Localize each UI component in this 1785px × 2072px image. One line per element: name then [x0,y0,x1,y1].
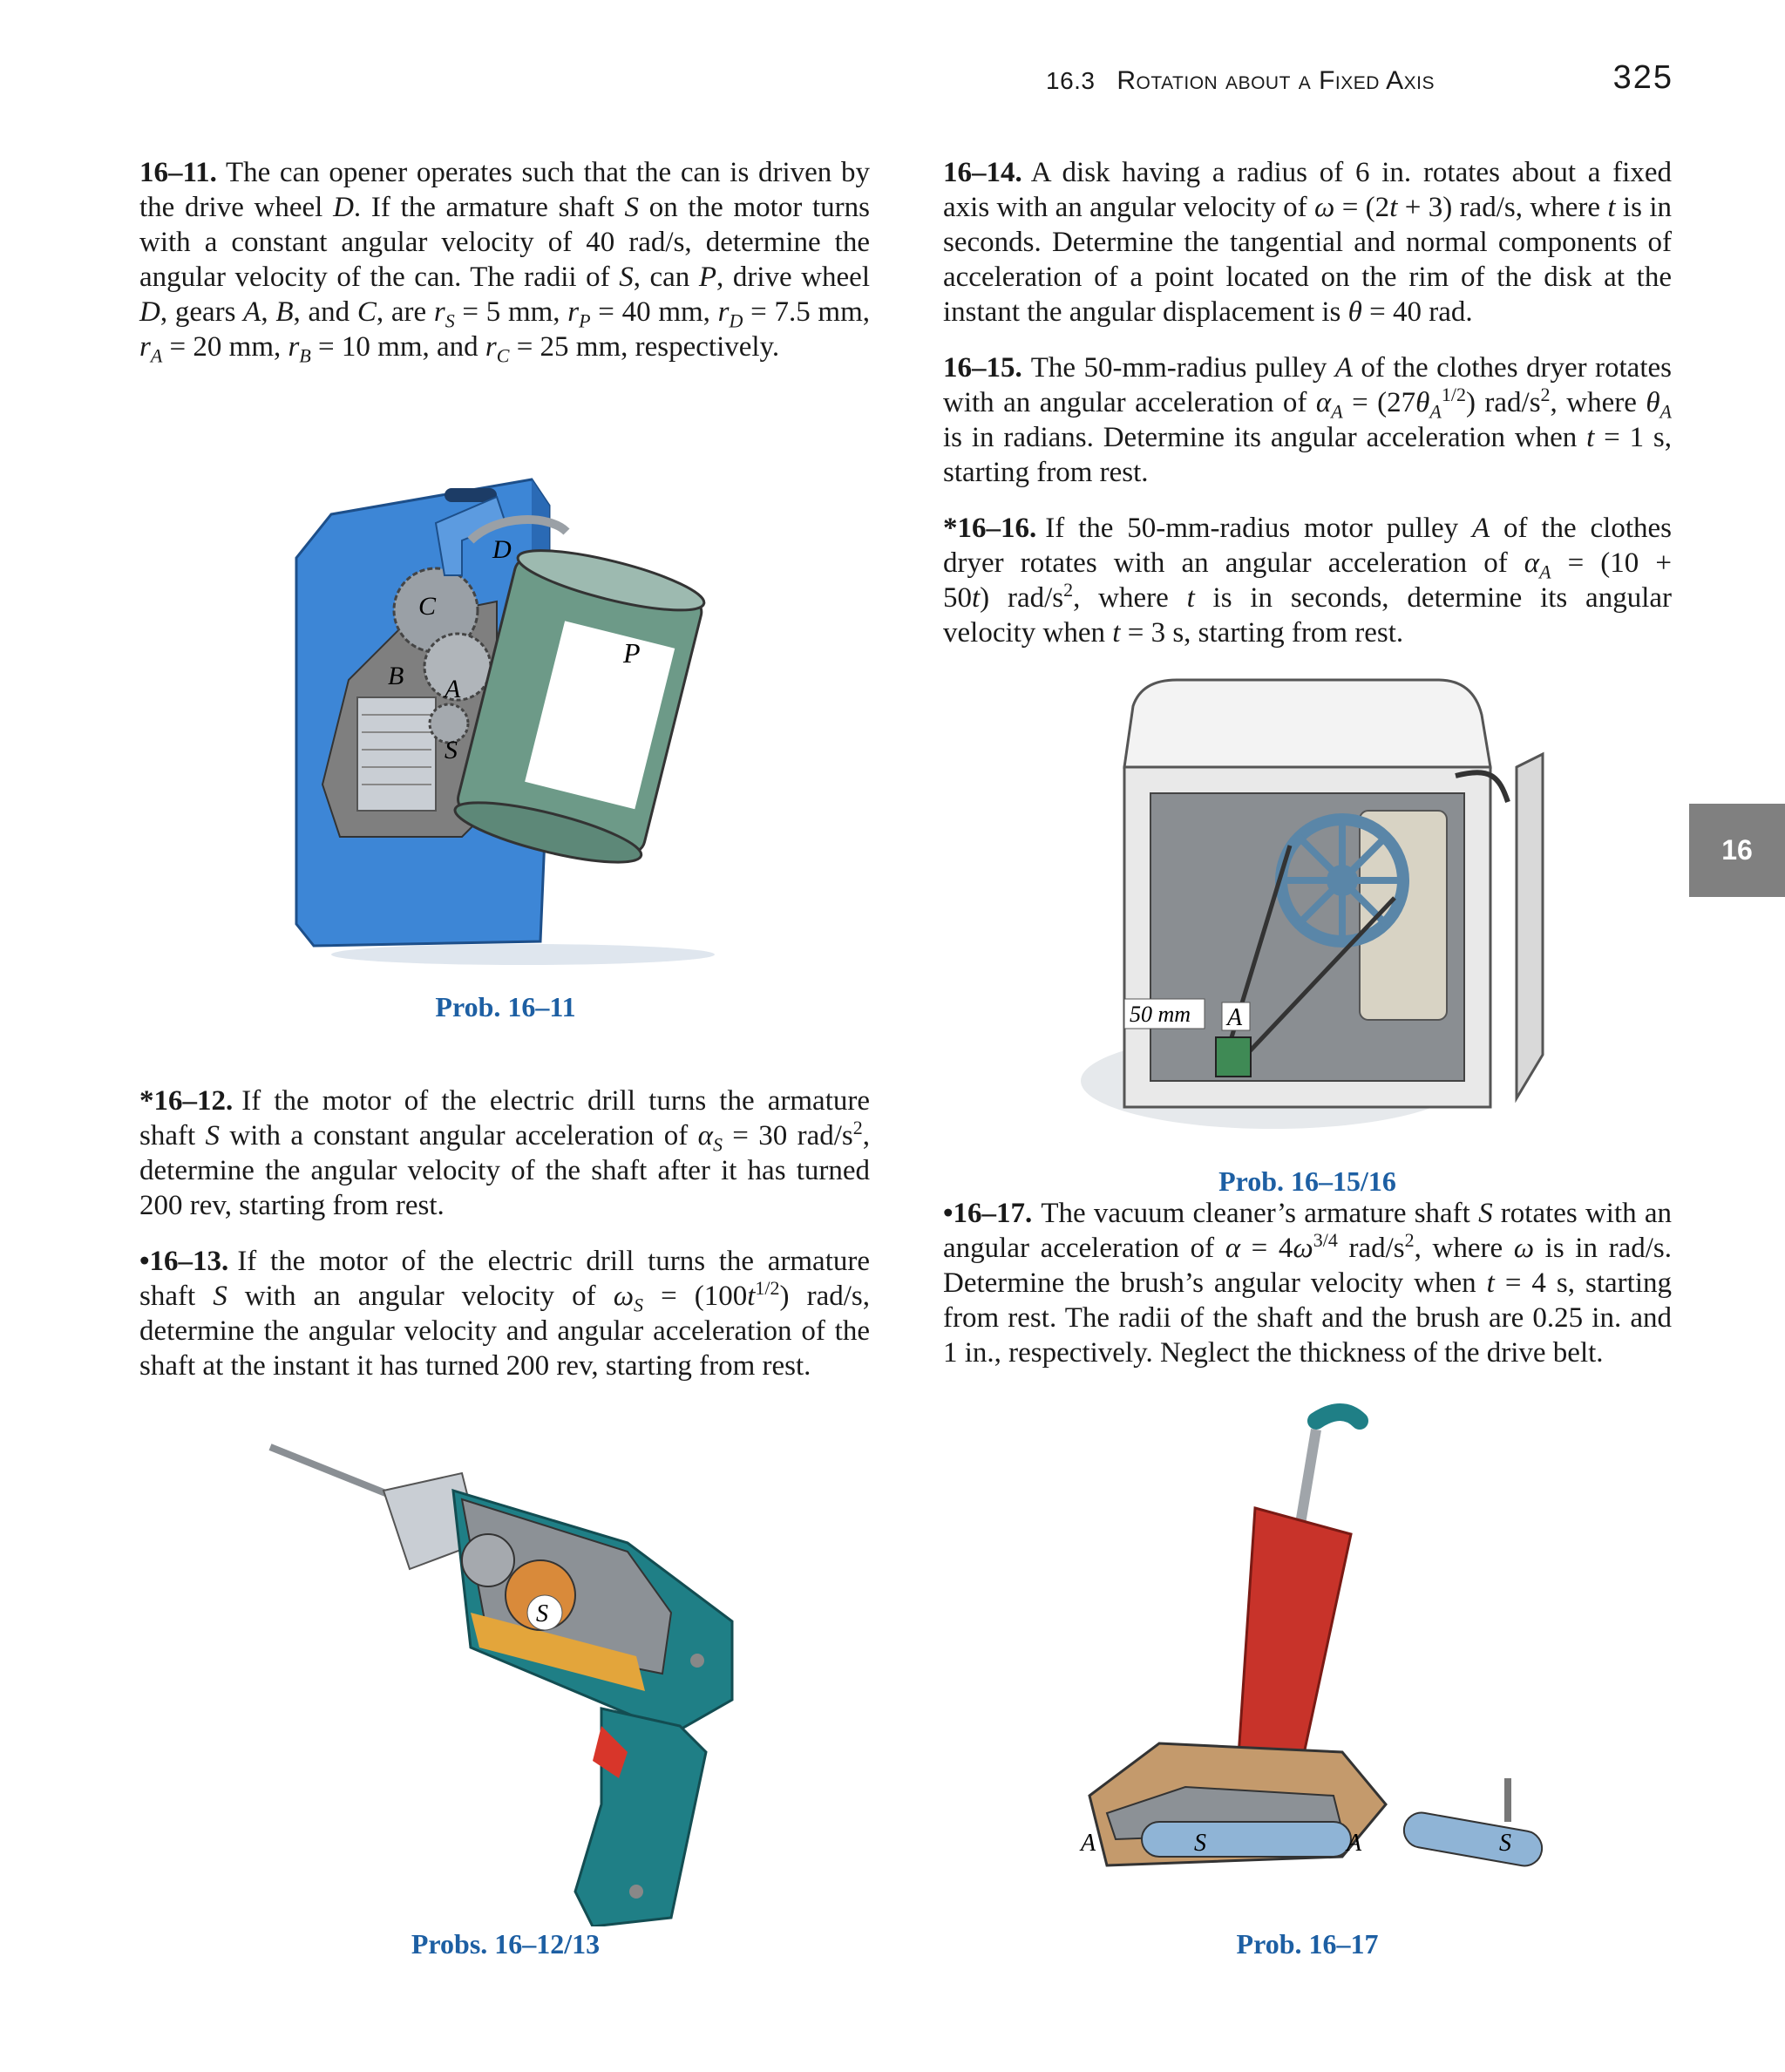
label-D: D [492,535,512,564]
caption-prob-16-15-16: Prob. 16–15/16 [1218,1165,1396,1197]
problem-number: *16–16. [943,513,1037,544]
label-A: A [1227,1004,1243,1031]
problem-number: 16–11. [139,157,217,188]
caption-probs-16-12-13: Probs. 16–12/13 [411,1928,601,1960]
label-S: S [536,1600,548,1627]
label-P: P [623,637,641,669]
can-opener-figure [288,471,741,968]
problem-16-13: •16–13. If the motor of the electric drill turns the armature shaft S with an angular velocity of $\omega_S = (100t^{1/2})$ rad/s, determine the angular velocity and angular acceleration of the shaft at the instant it has turned 200 rev, starting from rest. [139,1246,871,1382]
problem-number: 16–14. [943,157,1022,188]
label-B: B [388,662,404,690]
section-title: Rotation about a Fixed Axis [1116,66,1435,95]
label-S2: S [1499,1830,1511,1857]
problem-16-15: 16–15. The 50-mm-radius pulley A of the clothes dryer rotates with an angular acceleration of $\alpha_A = (27\theta_A^{1/2})$ rad/$s^2$, where $\theta_A$ is in radians. Determine its angular acceleration when t = 1 s, starting from rest. [943,352,1672,488]
problem-16-16: *16–16. If the 50-mm-radius motor pulley A of the clothes dryer rotates with an angular acceleration of $\alpha_A = (10 + 50t)$ rad/$s^2$, where t is in seconds, determine its angular velocity when t = 3 s, starting from rest. [943,513,1672,649]
problem-16-14: 16–14. A disk having a radius of 6 in. rotates about a fixed axis with an angular velocity of ω = (2t + 3) rad/s, where t is in seconds. Determine the tangential and normal components of acceleration of a point located on the rim of the disk at the instant the angular displacement is θ = 40 rad. [943,157,1672,328]
problem-number: 16–15. [943,352,1022,384]
vacuum-figure [1055,1403,1578,1926]
problem-number: *16–12. [139,1085,234,1117]
section-number: 16.3 [1046,67,1096,94]
section-heading [1046,66,1435,96]
problem-16-17: •16–17. The vacuum cleaner’s armature shaft S rotates with an angular acceleration of $\alpha = 4\omega^{3/4}$ rad/$s^2$, where ω is in rad/s. Determine the brush’s angular velocity when t = 4 s, starting from rest. The radii of the shaft and the brush are 0.25 in. and 1 in., respectively. Neglect the thickness of the drive belt. [943,1198,1673,1369]
dryer-figure [1072,671,1560,1142]
problem-number: •16–17. [943,1198,1033,1229]
drill-figure [261,1438,750,1926]
caption-prob-16-11: Prob. 16–11 [435,991,576,1022]
problem-16-11: 16–11. The can opener operates such that the can is driven by the drive wheel D. If the armature shaft S on the motor turns with a constant angular velocity of 40 rad/s, determine the angular velocity of the can. The radii of S, can P, drive wheel D, gears A, B, and C, are $r_S = 5$ mm, $r_P = 40$ mm, $r_D = 7.5$ mm, $r_A = 20$ mm, $r_B = 10$ mm, and $r_C = 25$ mm, respectively. [139,157,871,367]
label-A2: A [1347,1830,1362,1857]
label-S: S [445,736,458,764]
running-header [1046,59,1673,103]
page-number: 325 [1612,59,1673,96]
label-50mm: 50 mm [1130,1002,1191,1027]
label-C: C [418,592,437,621]
problem-number: •16–13. [139,1246,229,1277]
problem-16-12: *16–12. If the motor of the electric drill turns the armature shaft S with a constant angular acceleration of $\alpha_S = 30$ rad/$s^2$, determine the angular velocity of the shaft after it has turned 200 rev, starting from rest. [139,1085,871,1221]
caption-prob-16-17: Prob. 16–17 [1236,1928,1379,1960]
label-A: A [445,675,461,703]
label-S1: S [1194,1830,1206,1857]
label-A1: A [1081,1830,1096,1857]
chapter-tab: 16 [1689,804,1785,897]
